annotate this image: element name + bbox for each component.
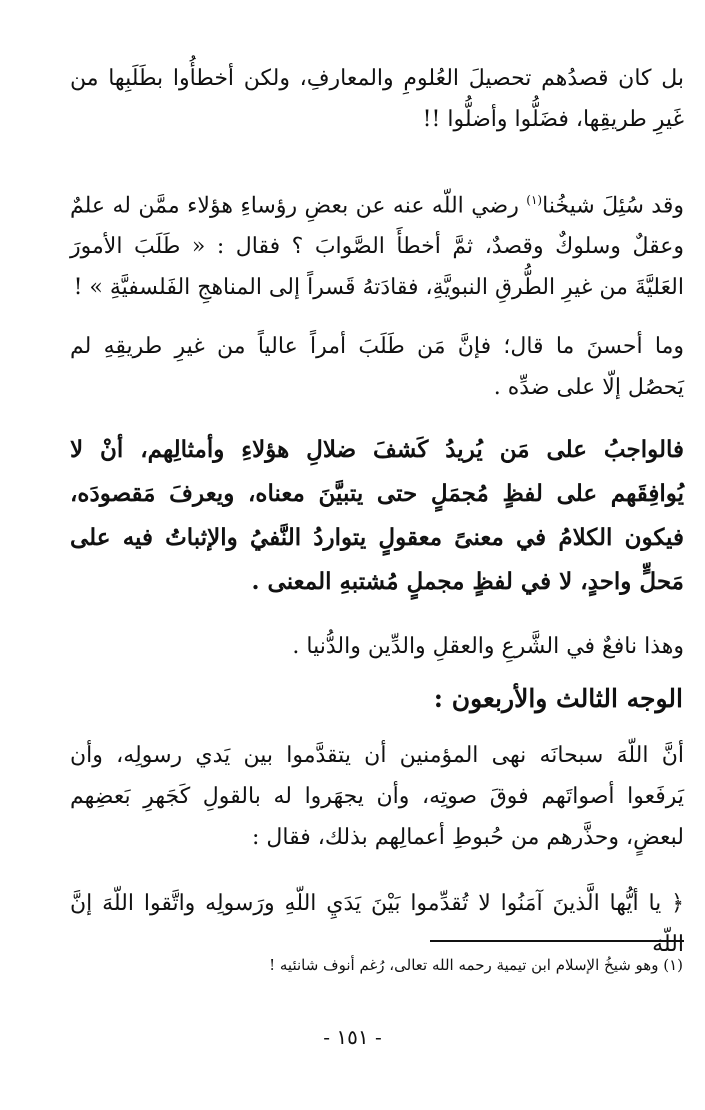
paragraph-3: وما أحسنَ ما قال؛ فإنَّ مَن طَلَبَ أمراً عالياً من غيرِ طريقِهِ لم يَحصُل إلّا على ضدِّه . xyxy=(70,334,684,400)
footnote: (١) وهو شيخُ الإسلام ابن تيمية رحمه الله تعالى، رُغم أنوف شانئيه ! xyxy=(269,956,683,974)
paragraph-2-start: وقد سُئِلَ شيخُنا xyxy=(542,193,684,219)
paragraph-6: أنَّ اللّهَ سبحانَه نهى المؤمنين أن يتقدَّموا بين يَدي رسولِه، وأن يَرفَعوا أصواتَهم فوقَ صوتِه، وأن يجهَروا له بالقولِ كَجَهرِ بَعضِهم لبعضٍ، وحذَّرهم من حُبوطِ أعمالِهم بذلك، فقال : xyxy=(70,743,684,850)
paragraph-1: بل كان قصدُهم تحصيلَ العُلومِ والمعارفِ، ولكن أخطأُوا بطَلَبِها من غَيرِ طريقِها، فضَلُّوا وأضلُّوا !! xyxy=(70,66,684,132)
page-number: - ١٥١ - xyxy=(323,1025,382,1049)
paragraph-4-bold: فالواجبُ على مَن يُريدُ كَشفَ ضلالِ هؤلاءِ وأمثالِهم، أنْ لا يُوافِقَهم على لفظٍ مُجمَلٍ حتى يتبيَّنَ معناه، ويعرفَ مَقصودَه، فيكون الكلامُ في معنىً معقولٍ يتواردُ النَّفيُ والإثباتُ فيه على مَحلٍّ واحدٍ، لا في لفظٍ مجملٍ مُشتبهِ المعنى . xyxy=(70,436,684,595)
footnote-divider xyxy=(430,940,684,942)
quran-verse: ﴿ يا أيُّها الَّذينَ آمَنُوا لا تُقدِّموا بَيْنَ يَدَيِ اللّهِ ورَسولِه واتَّقوا اللّهَ إنَّ اللّهَ xyxy=(70,891,684,957)
paragraph-5: وهذا نافعٌ في الشَّرعِ والعقلِ والدِّين والدُّنيا . xyxy=(292,634,684,659)
section-heading: الوجه الثالث والأربعون : xyxy=(433,684,683,713)
paragraph-2-rest: رضي اللّه عنه عن بعضِ رؤساءِ هؤلاء ممَّن له علمٌ وعقلٌ وسلوكٌ وقصدٌ، ثمَّ أخطأَ الصَّوابَ ؟ فقال : « طَلَبَ الأمورَ العَليَّةَ من غيرِ الطُّرقِ النبويَّةِ، فقادَتهُ قَسراً إلى المناهجِ الفَلسفيَّةِ » ! xyxy=(70,193,684,301)
paragraph-2 xyxy=(70,180,684,308)
footnote-reference: (١) xyxy=(526,193,543,207)
